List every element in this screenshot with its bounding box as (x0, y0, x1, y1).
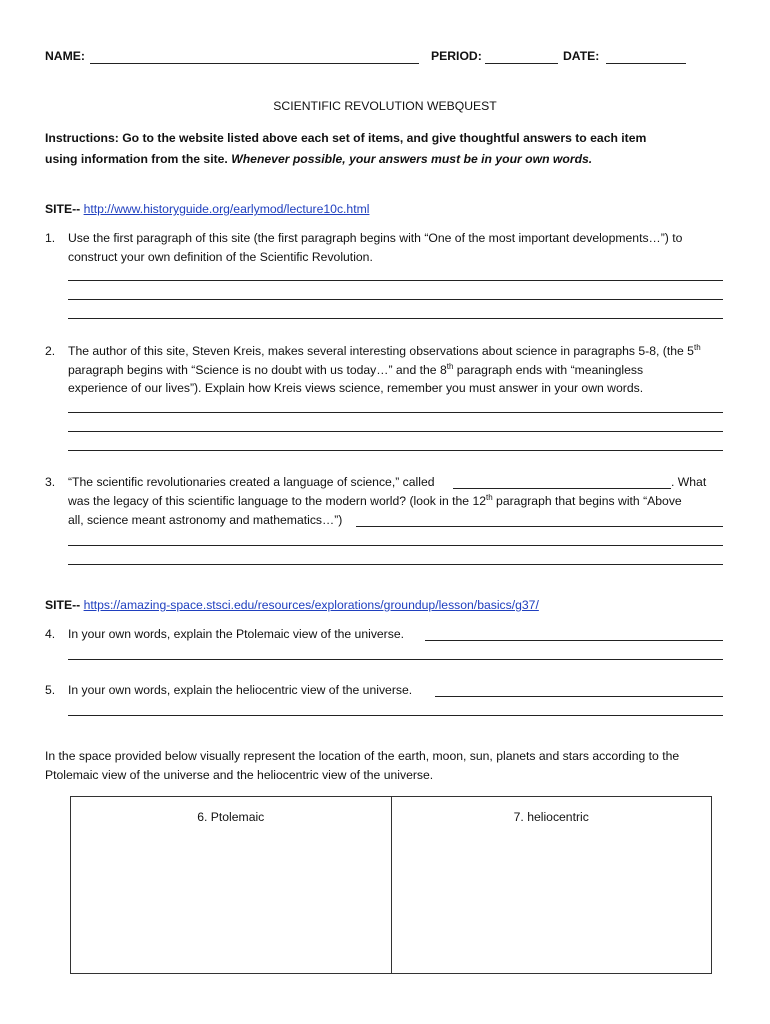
q3-line1-end: . What (671, 475, 707, 489)
q2-line2-text-b: paragraph ends with “meaningless (453, 363, 644, 377)
site2 (45, 597, 539, 613)
q3-answer-line-inline[interactable] (356, 526, 723, 527)
drawing-instructions-line1: In the space provided below visually represent the location of the earth, moon, sun, planets and stars according to the (45, 749, 680, 763)
instructions-line2-plain: using information from the site. (45, 152, 232, 166)
name-label: NAME: (45, 49, 85, 63)
page-title: SCIENTIFIC REVOLUTION WEBQUEST (273, 99, 497, 113)
heliocentric-header: 7. heliocentric (513, 810, 589, 824)
instructions-line2-italic: Whenever possible, your answers must be in your own words. (231, 152, 593, 166)
site1-label: SITE-- (45, 202, 84, 216)
q1-answer-line-1[interactable] (68, 280, 723, 281)
site2-label: SITE-- (45, 598, 84, 612)
q2-answer-line-1[interactable] (68, 412, 723, 413)
q4-answer-line-inline[interactable] (425, 640, 723, 641)
q1-line1: Use the first paragraph of this site (the first paragraph begins with “One of the most important developments…”) to (68, 231, 683, 245)
q2-line2 (68, 362, 643, 378)
q4-text: In your own words, explain the Ptolemaic view of the universe. (68, 627, 405, 641)
instructions-line2 (45, 151, 592, 167)
q3-answer-line-2[interactable] (68, 564, 723, 565)
q3-line2 (68, 493, 682, 509)
instructions-line1: Instructions: Go to the website listed above each set of items, and give thoughtful answers to each item (45, 131, 647, 145)
ptolemaic-header: 6. Ptolemaic (197, 810, 265, 824)
q4-answer-line-1[interactable] (68, 659, 723, 660)
q1-line2: construct your own definition of the Scientific Revolution. (68, 250, 373, 264)
q5-text: In your own words, explain the heliocentric view of the universe. (68, 683, 413, 697)
period-label: PERIOD: (431, 49, 482, 63)
period-blank[interactable] (485, 63, 558, 64)
q3-line2-text-a: was the legacy of this scientific language to the modern world? (look in the 12 (68, 494, 486, 508)
site1 (45, 201, 369, 217)
q1-answer-line-2[interactable] (68, 299, 723, 300)
q2-line1 (68, 343, 701, 359)
q3-line2-text-b: paragraph that begins with “Above (492, 494, 682, 508)
drawing-table (70, 796, 712, 974)
q2-line3: experience of our lives”). Explain how Kreis views science, remember you must answer in your own words. (68, 381, 644, 395)
date-label: DATE: (563, 49, 600, 63)
q2-line1-text: The author of this site, Steven Kreis, makes several interesting observations about science in paragraphs 5-8, (the 5 (68, 344, 694, 358)
site1-link[interactable]: http://www.historyguide.org/earlymod/lecture10c.html (83, 202, 370, 216)
q1-number: 1. (45, 231, 56, 245)
q1-answer-line-3[interactable] (68, 318, 723, 319)
q5-number: 5. (45, 683, 56, 697)
q2-answer-line-3[interactable] (68, 450, 723, 451)
q2-line2-sup: th (446, 361, 454, 371)
drawing-instructions-line2: Ptolemaic view of the universe and the heliocentric view of the universe. (45, 768, 434, 782)
name-blank[interactable] (90, 63, 419, 64)
q2-line2-text-a: paragraph begins with “Science is no doubt with us today…” and the 8 (68, 363, 447, 377)
q5-answer-line-inline[interactable] (435, 696, 723, 697)
q2-answer-line-2[interactable] (68, 431, 723, 432)
q5-answer-line-1[interactable] (68, 715, 723, 716)
q3-line1-text: “The scientific revolutionaries created a language of science,” called (68, 475, 435, 489)
q2-number: 2. (45, 344, 56, 358)
q3-answer-line-1[interactable] (68, 545, 723, 546)
q3-line3: all, science meant astronomy and mathematics…”) (68, 513, 343, 527)
heliocentric-drawing-cell[interactable] (391, 797, 712, 973)
q4-number: 4. (45, 627, 56, 641)
q3-fill-blank[interactable] (453, 488, 671, 489)
q3-line2-sup: th (486, 492, 493, 502)
q2-line1-sup: th (693, 342, 701, 352)
site2-link[interactable]: https://amazing-space.stsci.edu/resources/explorations/groundup/lesson/basics/g37/ (83, 598, 539, 612)
date-blank[interactable] (606, 63, 686, 64)
q3-number: 3. (45, 475, 56, 489)
ptolemaic-drawing-cell[interactable] (71, 797, 391, 973)
